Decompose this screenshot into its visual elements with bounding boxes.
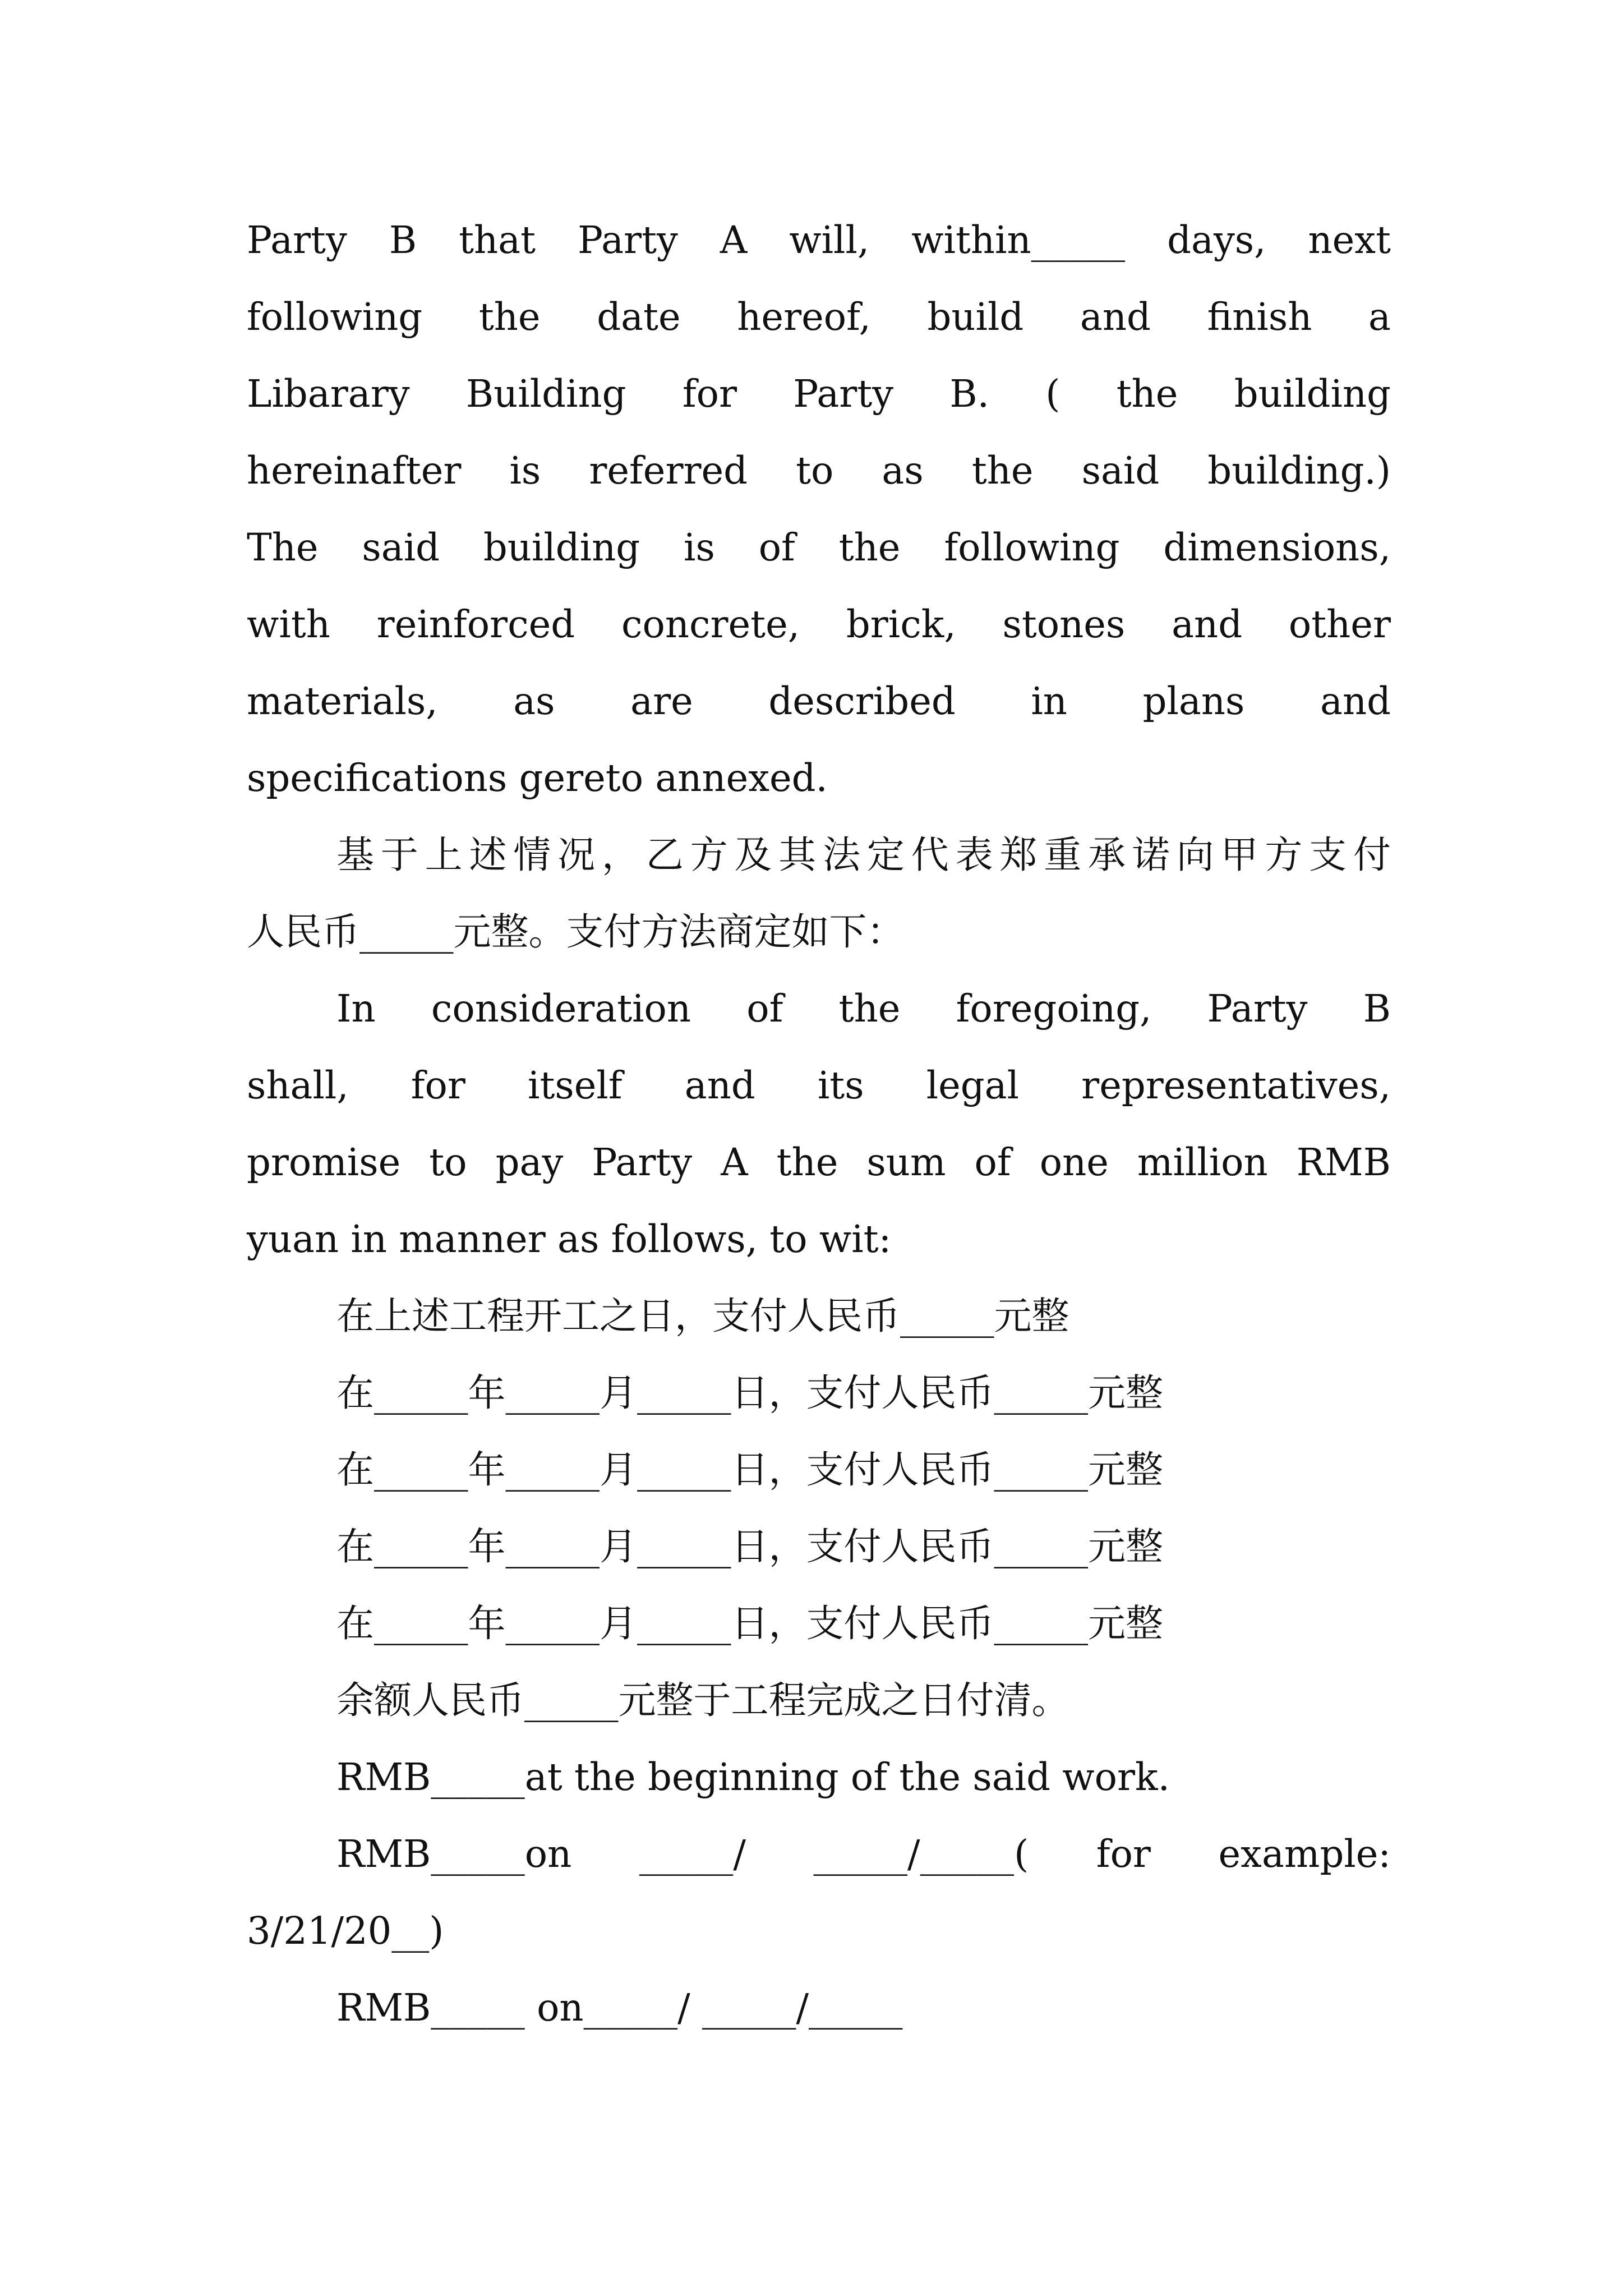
text-line: shall, for itself and its legal representatives, [247,1064,1391,1107]
text-line: hereinafter is referred to as the said building.) [247,449,1391,493]
text-line: Party B that Party A will, within_____ days, next [247,218,1391,262]
text-line: 人民币_____元整。支付方法商定如下： [247,910,905,954]
text-line: 3/21/20__) [247,1909,444,1953]
text-line: with reinforced concrete, brick, stones and other [247,602,1391,646]
payment-line: 在_____年_____月_____日，支付人民币_____元整 [336,1448,1163,1492]
paragraph-payment-promise-en [247,970,1391,1278]
payment-line: 在上述工程开工之日，支付人民币_____元整 [336,1294,1069,1338]
text-line: yuan in manner as follows, to wit: [247,1217,892,1261]
payment-line: RMB_____at the beginning of the said work. [336,1755,1170,1799]
text-line: In consideration of the foregoing, Party B [336,987,1391,1030]
document-body [247,202,1391,2046]
text-line: specifications gereto annexed. [247,756,828,800]
paragraph-payment-example [247,1816,1391,1970]
text-line: materials, as are described in plans and [247,679,1391,723]
payment-schedule [247,1278,1391,1816]
payment-line: 在_____年_____月_____日，支付人民币_____元整 [336,1525,1163,1568]
text-line: following the date hereof, build and finish a [247,295,1391,339]
text-line: The said building is of the following dimensions, [247,526,1391,569]
paragraph-contract-terms-en [247,202,1391,817]
payment-line-last: RMB_____ on_____/ _____/_____ [336,1986,903,2030]
payment-line: 在_____年_____月_____日，支付人民币_____元整 [336,1602,1163,1645]
text-line: RMB_____on _____/ _____/_____( for example: [336,1832,1391,1876]
payment-line: 余额人民币_____元整于工程完成之日付清。 [336,1678,1069,1722]
paragraph-payment-promise-cn [247,817,1391,970]
text-line: 基于上述情况，乙方及其法定代表郑重承诺向甲方支付 [336,833,1391,877]
payment-line: 在_____年_____月_____日，支付人民币_____元整 [336,1371,1163,1415]
text-line: promise to pay Party A the sum of one million RMB [247,1140,1391,1184]
text-line: Libarary Building for Party B. ( the building [247,372,1391,416]
